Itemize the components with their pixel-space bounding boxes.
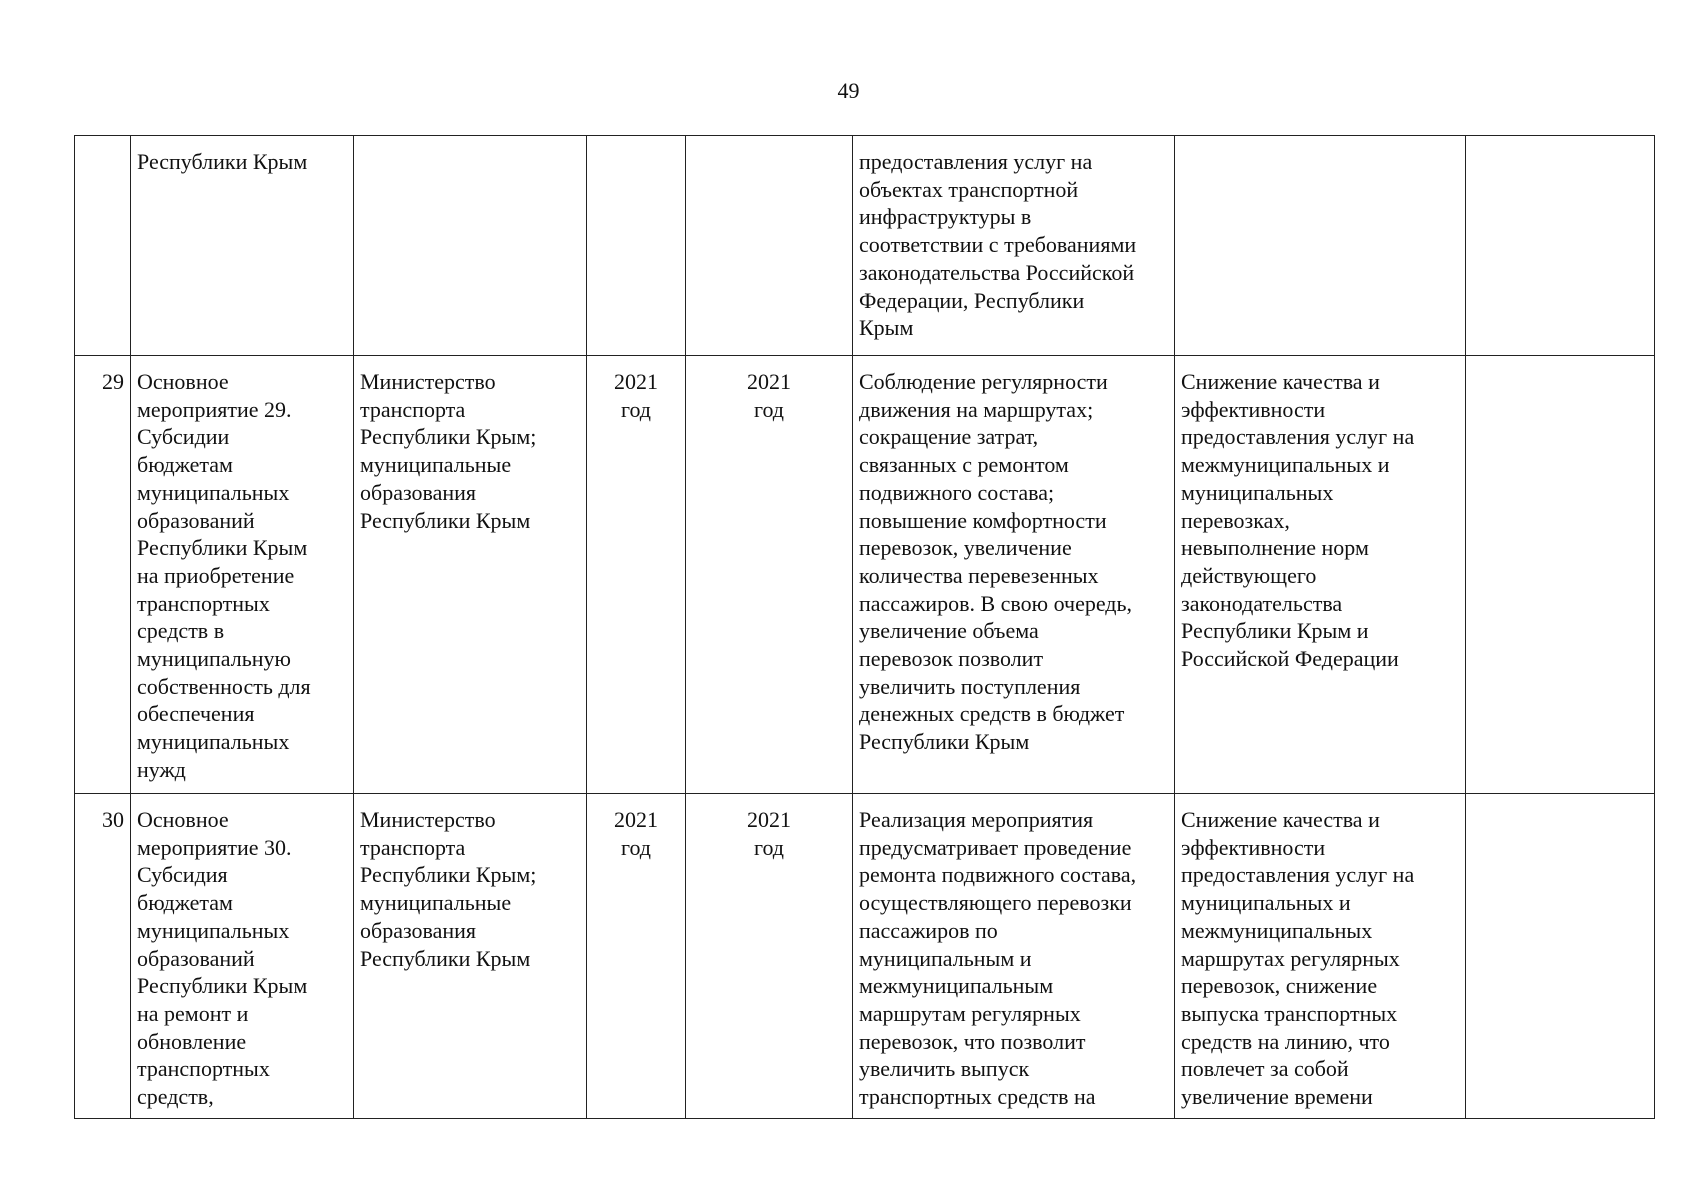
links-cell xyxy=(1466,136,1655,356)
executor-cell: Министерство транспорта Республики Крым; муниципальные образования Республики Крым xyxy=(354,356,587,794)
executor-cell: Министерство транспорта Республики Крым; муниципальные образования Республики Крым xyxy=(354,794,587,1119)
end-year-cell: 2021 год xyxy=(686,794,853,1119)
row-number-cell: 30 xyxy=(75,794,131,1119)
table-row-30 xyxy=(75,794,1655,1119)
end-year-cell xyxy=(686,136,853,356)
measure-name-cell: Республики Крым xyxy=(131,136,354,356)
start-year-cell: 2021 год xyxy=(587,794,686,1119)
consequences-cell: Снижение качества и эффективности предоставления услуг на муниципальных и межмуниципальных маршрутах регулярных перевозок, снижение выпуска транспортных средств на линию, что повлечет за собой увеличение времени xyxy=(1175,794,1466,1119)
start-year-cell: 2021 год xyxy=(587,356,686,794)
consequences-cell xyxy=(1175,136,1466,356)
links-cell xyxy=(1466,794,1655,1119)
start-year-cell xyxy=(587,136,686,356)
executor-cell xyxy=(354,136,587,356)
expected-result-cell: Реализация мероприятия предусматривает проведение ремонта подвижного состава, осуществляющего перевозки пассажиров по муниципальным и межмуниципальным маршрутам регулярных перевозок, что позволит увеличить выпуск транспортных средств на xyxy=(853,794,1175,1119)
expected-result-cell: Соблюдение регулярности движения на маршрутах; сокращение затрат, связанных с ремонтом подвижного состава; повышение комфортности перевозок, увеличение количества перевезенных пассажиров. В свою очередь, увеличение объема перевозок позволит увеличить поступления денежных средств в бюджет Республики Крым xyxy=(853,356,1175,794)
measures-table xyxy=(74,135,1655,1119)
links-cell xyxy=(1466,356,1655,794)
measure-name-cell: Основное мероприятие 30. Субсидия бюджетам муниципальных образований Республики Крым на ремонт и обновление транспортных средств, xyxy=(131,794,354,1119)
consequences-cell: Снижение качества и эффективности предоставления услуг на межмуниципальных и муниципальных перевозках, невыполнение норм действующего законодательства Республики Крым и Российской Федерации xyxy=(1175,356,1466,794)
table-row-29 xyxy=(75,356,1655,794)
table-row-continued xyxy=(75,136,1655,356)
row-number-cell xyxy=(75,136,131,356)
page-number: 49 xyxy=(837,78,860,103)
end-year-cell: 2021 год xyxy=(686,356,853,794)
row-number-cell: 29 xyxy=(75,356,131,794)
measure-name-cell: Основное мероприятие 29. Субсидии бюджетам муниципальных образований Республики Крым на приобретение транспортных средств в муниципальную собственность для обеспечения муниципальных нужд xyxy=(131,356,354,794)
expected-result-cell: предоставления услуг на объектах транспортной инфраструктуры в соответствии с требованиями законодательства Российской Федерации, Республики Крым xyxy=(853,136,1175,356)
